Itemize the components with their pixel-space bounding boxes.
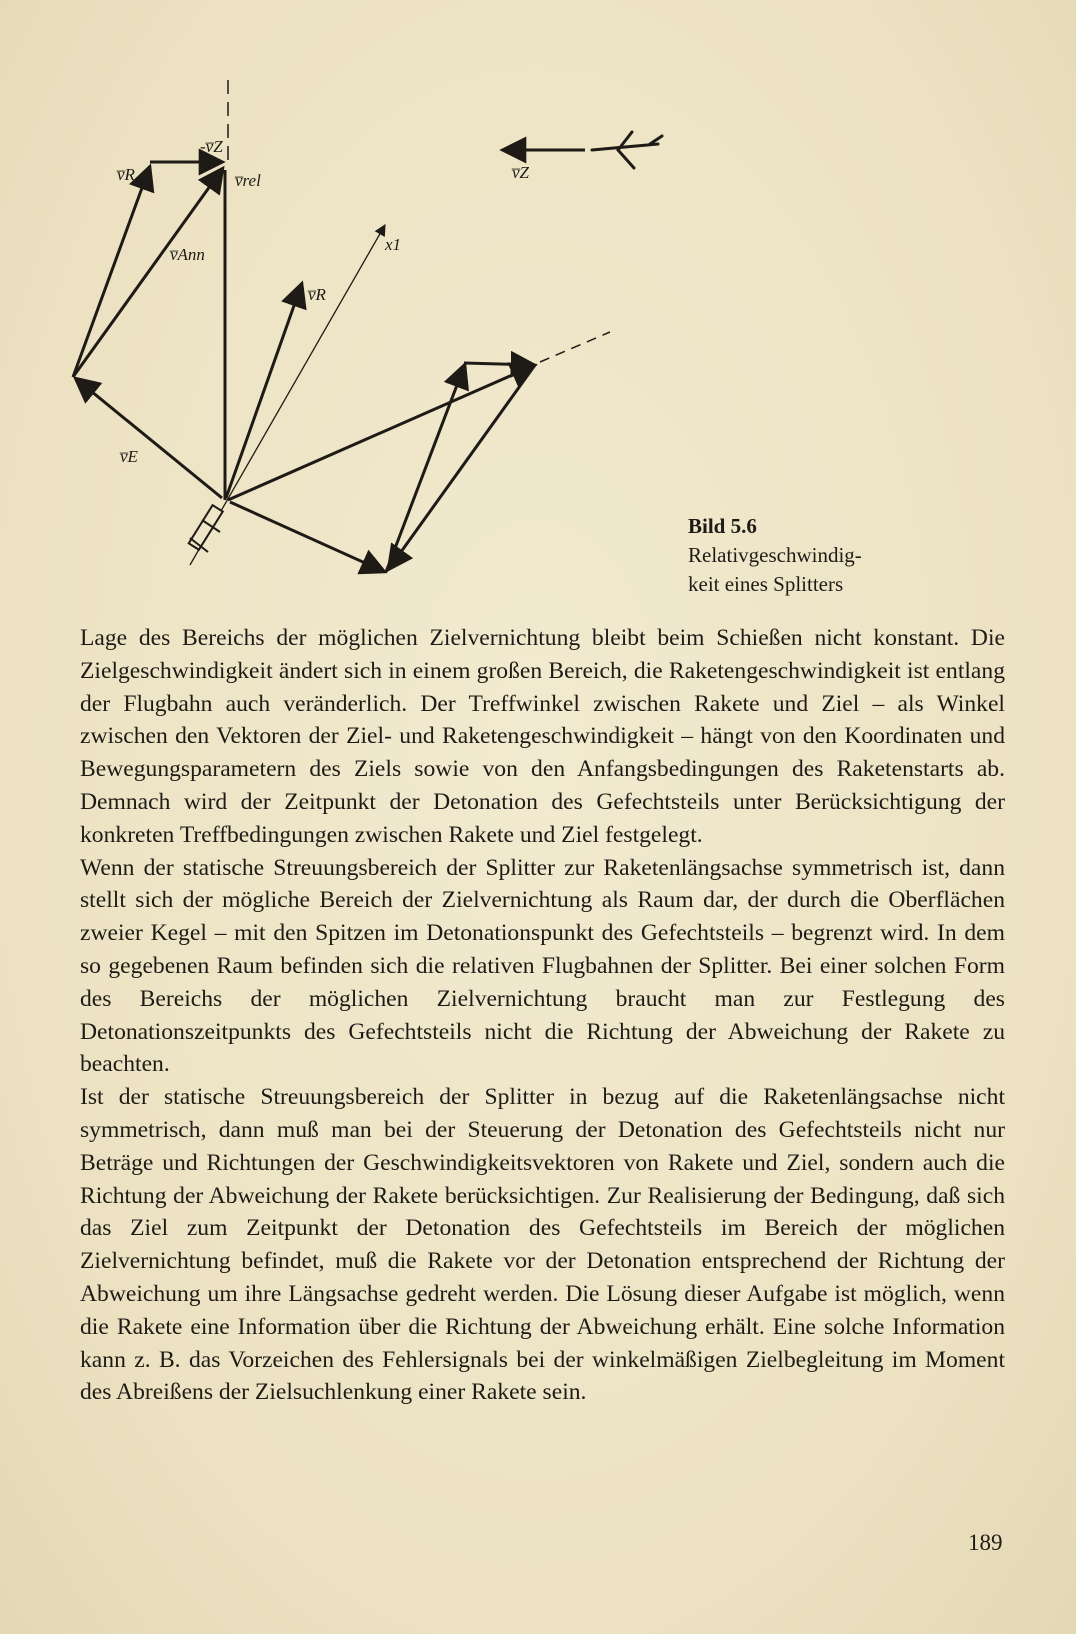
airplane-icon xyxy=(592,132,662,168)
ve-vector xyxy=(75,378,222,498)
label-vr-mid: v̅R xyxy=(308,285,326,304)
paragraph-3: Ist der statische Streuungsbereich der Splitter in bezug auf die Raketenlängsachse nicht symmetrisch, dann muß man bei der Steuerung der Detonation des Gefechtsteils nicht nur Beträge und Richtungen der Geschwindigkeitsvektoren von Rakete und Ziel, sondern auch die Richtung der Abweichung der Rakete berücksichtigen. Zur Realisierung der Bedingung, daß sich das Ziel zum Zeitpunkt der Detonation des Gefechtsteils im Bereich der möglichen Zielvernichtung befindet, muß die Rakete vor der Detonation entsprechend der Richtung der Abweichung um ihre Längsachse gedreht werden. Die Lösung dieser Aufgabe ist möglich, wenn die Rakete eine Information über die Richtung der Abweichung erhält. Eine solche Information kann z. B. das Vorzeichen des Fehlersignals bei der winkelmäßigen Zielbegleitung im Moment des Abreißens der Zielsuchlenkung einer Rakete sein. xyxy=(80,1084,1005,1406)
vector-diagram-svg xyxy=(40,60,680,620)
body-text xyxy=(80,622,1005,1409)
velocity-vector-diagram xyxy=(40,60,680,620)
label-x1: x1 xyxy=(385,235,402,254)
label-vrel: v̅rel xyxy=(235,171,261,190)
rocket-icon xyxy=(189,505,223,552)
label-vr-top: v̅R xyxy=(117,165,135,184)
up-vector xyxy=(386,364,465,572)
paragraph-1: Lage des Bereichs der möglichen Zielvernichtung bleibt beim Schießen nicht konstant. Die Zielgeschwindigkeit ändert sich in einem großen Bereich, die Raketengeschwindigkeit ist entlang der Flugbahn auch veränderlich. Der Treffwinkel zwischen Rakete und Ziel – als Winkel zwischen den Vektoren der Ziel- und Raketengeschwindigkeit – hängt von den Koordinaten und Bewegungsparametern des Ziels sowie von den Anfangsbedingungen des Raketenstarts ab. Demnach wird der Zeitpunkt der Detonation des Gefechtsteils unter Berücksichtigung der konkreten Treffbedingungen zwischen Rakete und Ziel festgelegt. xyxy=(80,625,1005,848)
vann-vector xyxy=(73,168,223,377)
figure-caption xyxy=(688,512,968,599)
dashed-extension xyxy=(540,332,610,362)
paragraph-2: Wenn der statische Streuungsbereich der Splitter zur Raketenlängsachse symmetrisch ist, dann stellt sich der mögliche Bereich der Zielvernichtung als Raum dar, der durch die Oberflächen zweier Kegel – mit den Spitzen im Detonationspunkt des Gefechtsteils – begrenzt wird. In dem so gegebenen Raum befinden sich die relativen Flugbahnen der Splitter. Bei einer solchen Form des Bereichs der möglichen Zielvernichtung braucht man zur Festlegung des Detonationszeitpunkts des Gefechtsteils nicht die Richtung der Abweichung der Rakete zu beachten. xyxy=(80,854,1005,1078)
down-right-vector xyxy=(230,502,385,572)
figure-number: Bild 5.6 xyxy=(688,514,757,538)
page-number: 189 xyxy=(968,1530,1003,1555)
label-vann: v̅Ann xyxy=(170,245,205,264)
label-minus-vz: -v̅Z xyxy=(200,137,223,156)
vr-left-vector xyxy=(73,166,150,377)
long-right-vector xyxy=(228,365,535,500)
caption-line-1: Relativgeschwindig- xyxy=(688,543,862,567)
label-ve: v̅E xyxy=(120,447,138,466)
caption-line-2: keit eines Splitters xyxy=(688,572,844,596)
label-vz: v̅Z xyxy=(512,163,529,182)
top-right-vector xyxy=(464,363,535,365)
